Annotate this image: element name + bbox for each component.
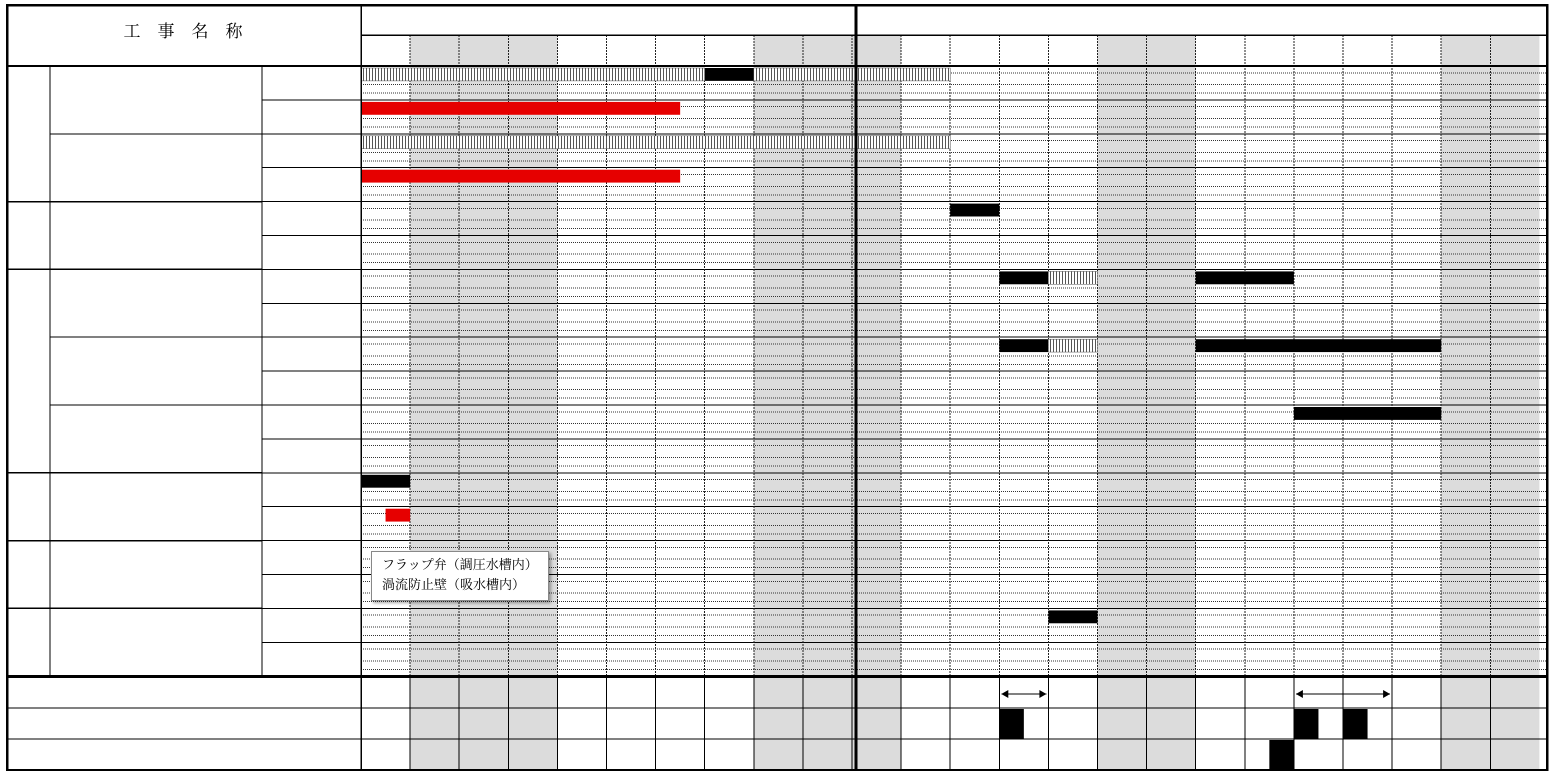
flap-valve-callout (371, 551, 549, 601)
callout-line-1: フラップ弁（調圧水槽内） (382, 558, 538, 573)
header-title: 工 事 名 称 (123, 22, 243, 42)
callout-line-2: 渦流防止壁（吸水槽内） (382, 578, 526, 593)
